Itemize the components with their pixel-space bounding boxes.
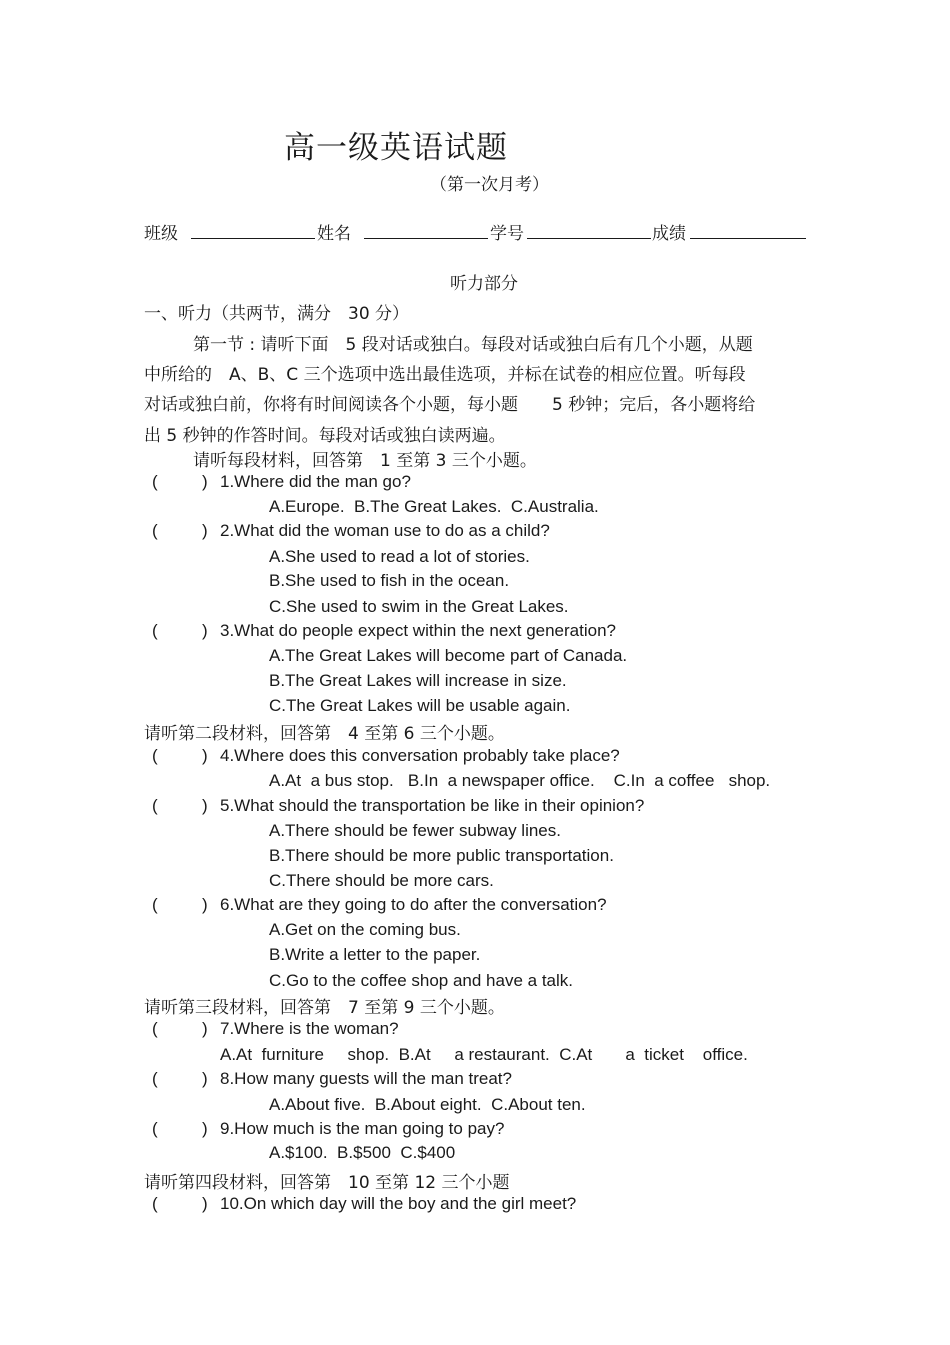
instruction-line: 出 5 秒钟的作答时间。每段对话或独白读两遍。 (144, 426, 506, 446)
question-text: 3.What do people expect within the next generation? (220, 621, 616, 640)
question-text: 6.What are they going to do after the conversation? (220, 895, 607, 914)
answer-paren-close: ) (202, 1119, 208, 1138)
answer-paren-open: ( (152, 796, 158, 815)
instruction-line: 第一节 : 请听下面 5 段对话或独白。每段对话或独白后有几个小题，从题 (193, 335, 753, 355)
group-label: 请听第四段材料，回答第 10 至第 12 三个小题 (144, 1173, 510, 1193)
answer-paren-open: ( (152, 1069, 158, 1088)
question-text: 2.What did the woman use to do as a child? (220, 521, 550, 540)
field-label-name: 姓名 (317, 224, 351, 244)
question-option: A.Europe. B.The Great Lakes. C.Australia. (269, 497, 599, 516)
field-blank-name[interactable] (364, 238, 488, 239)
question-option: A.At a bus stop. B.In a newspaper office. C.In a coffee shop. (269, 771, 771, 790)
question-option: A.She used to read a lot of stories. (269, 547, 530, 566)
answer-paren-close: ) (202, 895, 208, 914)
answer-paren-open: ( (152, 1019, 158, 1038)
question-text: 1.Where did the man go? (220, 472, 411, 491)
question-text: 4.Where does this conversation probably take place? (220, 746, 620, 765)
field-blank-class[interactable] (191, 238, 315, 239)
answer-paren-open: ( (152, 895, 158, 914)
question-text: 7.Where is the woman? (220, 1019, 399, 1038)
answer-paren-open: ( (152, 621, 158, 640)
question-text: 9.How much is the man going to pay? (220, 1119, 505, 1138)
question-text: 8.How many guests will the man treat? (220, 1069, 512, 1088)
field-blank-student-id[interactable] (527, 238, 651, 239)
question-option: A.There should be fewer subway lines. (269, 821, 561, 840)
answer-paren-close: ) (202, 1194, 208, 1213)
answer-paren-close: ) (202, 1069, 208, 1088)
field-blank-score[interactable] (690, 238, 806, 239)
answer-paren-open: ( (152, 472, 158, 491)
answer-paren-close: ) (202, 472, 208, 491)
instruction-line: 对话或独白前，你将有时间阅读各个小题，每小题 5 秒钟；完后，各小题将给 (144, 395, 756, 415)
answer-paren-close: ) (202, 521, 208, 540)
question-option: A.About five. B.About eight. C.About ten. (269, 1095, 586, 1114)
question-option: C.The Great Lakes will be usable again. (269, 696, 571, 715)
section-heading: 听力部分 (450, 274, 518, 294)
field-label-class: 班级 (144, 224, 178, 244)
field-label-score: 成绩 (652, 224, 686, 244)
question-option: C.Go to the coffee shop and have a talk. (269, 971, 573, 990)
question-text: 5.What should the transportation be like in their opinion? (220, 796, 645, 815)
answer-paren-close: ) (202, 746, 208, 765)
answer-paren-open: ( (152, 1119, 158, 1138)
answer-paren-close: ) (202, 1019, 208, 1038)
question-option: A.Get on the coming bus. (269, 920, 461, 939)
field-label-student-id: 学号 (490, 224, 524, 244)
instruction-line: 中所给的 A、B、C 三个选项中选出最佳选项，并标在试卷的相应位置。听每段 (144, 365, 746, 385)
answer-paren-open: ( (152, 521, 158, 540)
question-option: C.She used to swim in the Great Lakes. (269, 597, 569, 616)
group-label: 请听第三段材料，回答第 7 至第 9 三个小题。 (144, 998, 505, 1018)
question-option: B.There should be more public transportation. (269, 846, 614, 865)
answer-paren-close: ) (202, 796, 208, 815)
question-option: C.There should be more cars. (269, 871, 494, 890)
question-option: B.She used to fish in the ocean. (269, 571, 510, 590)
group-label: 请听每段材料，回答第 1 至第 3 三个小题。 (193, 451, 537, 471)
answer-paren-open: ( (152, 746, 158, 765)
question-option: A.At furniture shop. B.At a restaurant. C.At a ticket office. (220, 1045, 748, 1064)
question-option: B.The Great Lakes will increase in size. (269, 671, 567, 690)
question-option: B.Write a letter to the paper. (269, 945, 481, 964)
exam-title: 高一级英语试题 (284, 130, 508, 166)
group-label: 请听第二段材料，回答第 4 至第 6 三个小题。 (144, 724, 505, 744)
question-option: A.The Great Lakes will become part of Canada. (269, 646, 628, 665)
answer-paren-close: ) (202, 621, 208, 640)
question-text: 10.On which day will the boy and the girl meet? (220, 1194, 577, 1213)
answer-paren-open: ( (152, 1194, 158, 1213)
question-option: A.$100. B.$500 C.$400 (269, 1143, 456, 1162)
part-title: 一、听力（共两节，满分 30 分） (144, 304, 410, 324)
exam-subtitle: （第一次月考） (430, 175, 549, 195)
